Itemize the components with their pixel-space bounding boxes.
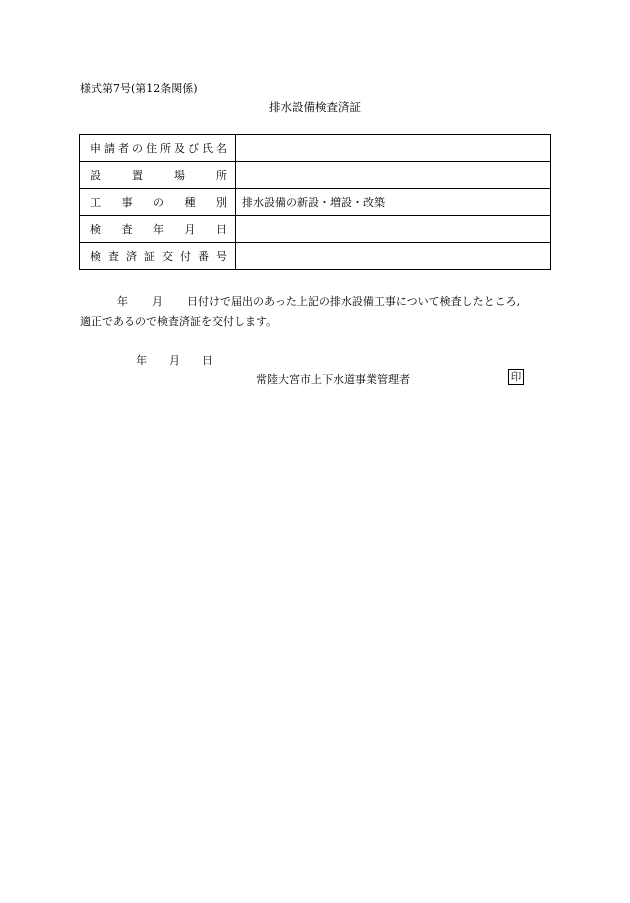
- table-row: [80, 216, 551, 243]
- table-row: [80, 162, 551, 189]
- label-char: び: [188, 142, 199, 155]
- row-value: [236, 135, 551, 162]
- label-char: 者: [118, 142, 129, 155]
- row-value: [236, 162, 551, 189]
- label-char: 及: [174, 142, 185, 155]
- label-char: 申: [90, 142, 101, 155]
- row-label-text: [80, 167, 235, 183]
- label-char: 場: [174, 169, 185, 182]
- issue-year: 年: [136, 354, 147, 367]
- certificate-statement: [80, 292, 555, 332]
- label-char: 交: [162, 250, 173, 263]
- label-char: 付: [180, 250, 191, 263]
- row-label: [80, 243, 236, 270]
- label-char: 査: [121, 223, 133, 236]
- issuer-name: 常陸大宮市上下水道事業管理者: [256, 373, 410, 386]
- statement-line-1: [80, 292, 555, 312]
- label-char: の: [153, 196, 164, 209]
- label-char: 名: [216, 142, 227, 155]
- row-value: [236, 216, 551, 243]
- row-label-text: [80, 248, 235, 264]
- row-label-text: [80, 140, 235, 156]
- label-char: 済: [126, 250, 137, 263]
- issue-month: 月: [169, 354, 180, 367]
- label-char: 検: [90, 250, 101, 263]
- document-title: 排水設備検査済証: [269, 100, 361, 114]
- label-char: 所: [216, 169, 227, 182]
- table-row: [80, 243, 551, 270]
- statement-year: 年: [117, 295, 128, 308]
- label-char: 月: [184, 223, 196, 236]
- table-row: [80, 189, 551, 216]
- label-char: 査: [108, 250, 119, 263]
- form-number: 様式第7号(第12条関係): [80, 82, 198, 95]
- seal-mark: 印: [508, 369, 524, 385]
- label-char: 置: [132, 169, 143, 182]
- label-char: 号: [216, 250, 227, 263]
- row-label: [80, 162, 236, 189]
- label-char: 氏: [202, 142, 213, 155]
- row-label-text: [80, 221, 235, 237]
- label-char: 番: [198, 250, 209, 263]
- label-char: 所: [160, 142, 171, 155]
- statement-month: 月: [152, 295, 163, 308]
- label-char: 別: [216, 196, 227, 209]
- row-value: [236, 243, 551, 270]
- row-label: [80, 189, 236, 216]
- issue-day: 日: [202, 354, 213, 367]
- row-value: 排水設備の新設・増設・改築: [236, 189, 551, 216]
- label-char: 日: [216, 223, 227, 236]
- certificate-table: [79, 134, 551, 270]
- statement-line-2: 適正であるので検査済証を交付します。: [80, 315, 278, 328]
- issue-date: [136, 352, 213, 368]
- label-char: 事: [121, 196, 133, 209]
- statement-text-1: 日付けで届出のあった上記の排水設備工事について検査したところ,: [187, 295, 521, 308]
- label-char: 年: [153, 223, 164, 236]
- label-char: 住: [146, 142, 157, 155]
- table-row: [80, 135, 551, 162]
- label-char: 工: [90, 196, 101, 209]
- row-label-text: [80, 194, 235, 210]
- row-label: [80, 135, 236, 162]
- label-char: 種: [184, 196, 196, 209]
- label-char: 請: [104, 142, 115, 155]
- label-char: 検: [90, 223, 101, 236]
- label-char: の: [132, 142, 143, 155]
- label-char: 設: [90, 169, 101, 182]
- label-char: 証: [144, 250, 155, 263]
- row-label: [80, 216, 236, 243]
